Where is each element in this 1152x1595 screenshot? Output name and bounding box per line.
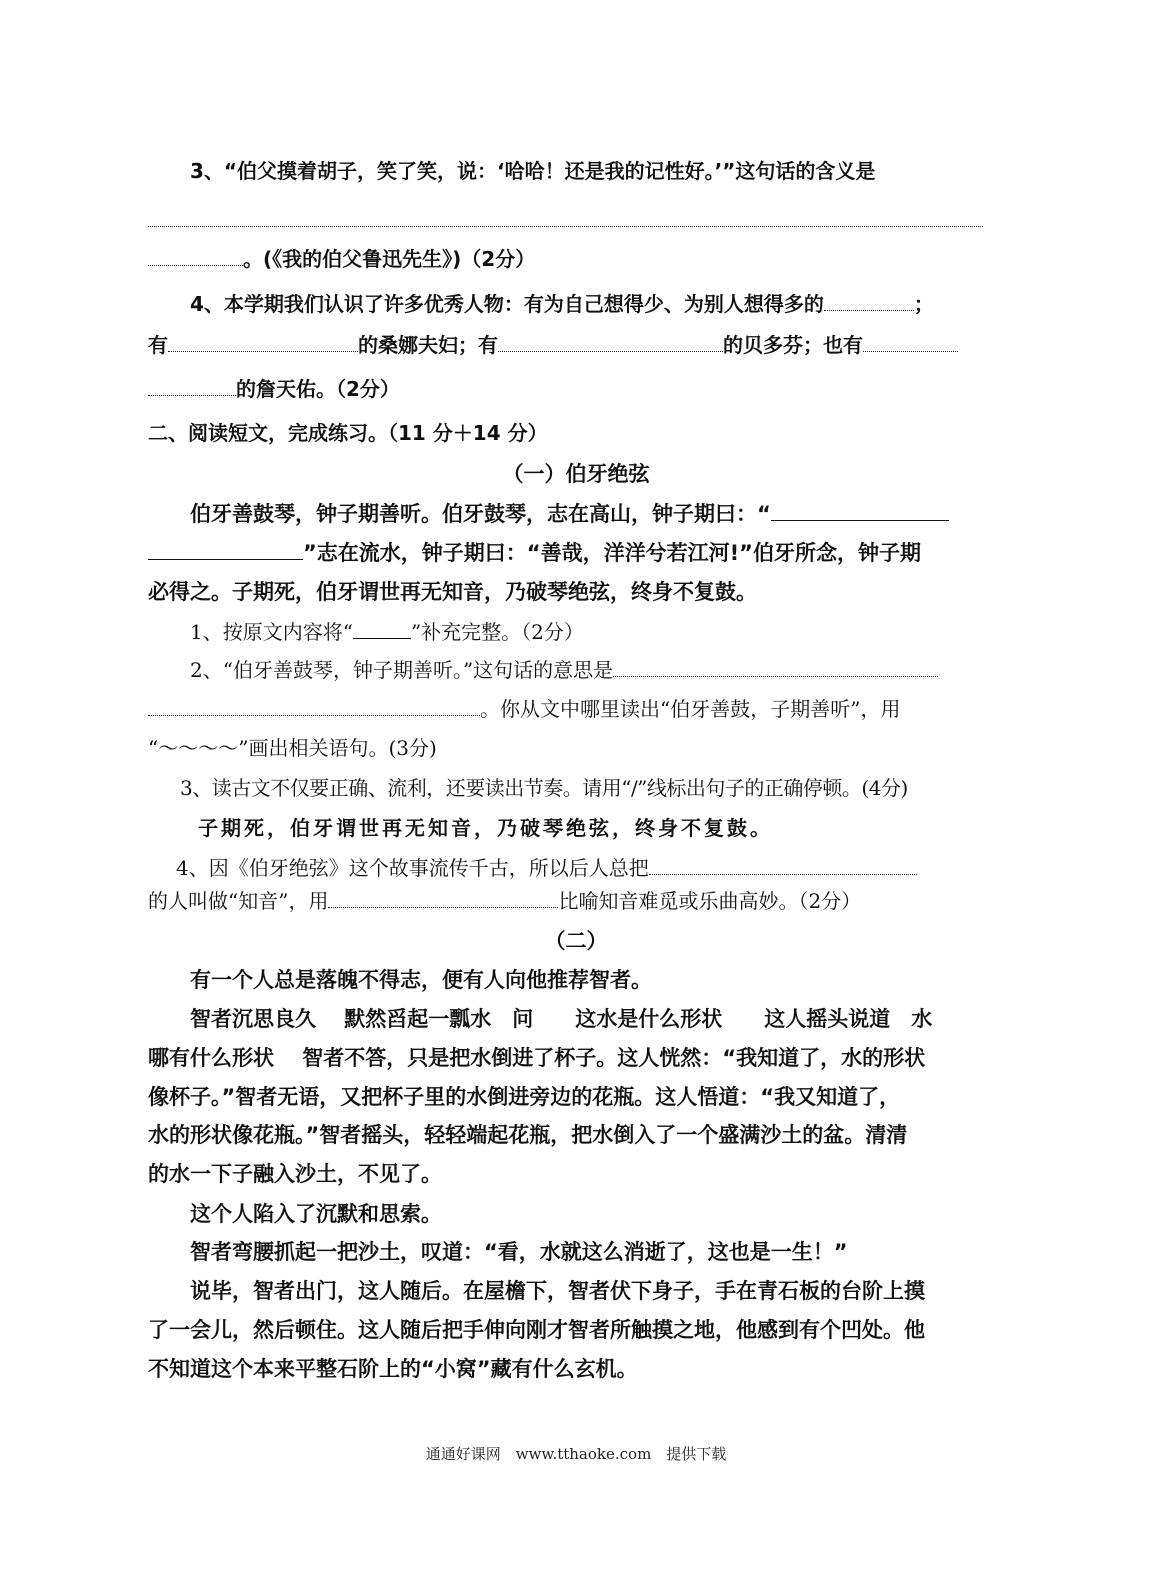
q3-text: 3、“伯父摸着胡子，笑了笑，说：‘哈哈！还是我的记性好。’”这句话的含义是 bbox=[190, 159, 876, 183]
p1-question-4-line1: 4、因《伯牙绝弦》这个故事流传千古，所以后人总把 bbox=[176, 853, 917, 883]
answer-blank[interactable] bbox=[498, 331, 723, 352]
p1-question-2-line2: 。你从文中哪里读出“伯牙善鼓，子期善听”，用 bbox=[148, 694, 900, 724]
answer-blank[interactable] bbox=[168, 331, 358, 352]
p1-question-4-line2: 的人叫做“知音”，用 比喻知音难觅或乐曲高妙。（2分） bbox=[148, 889, 862, 913]
passage-1-title: （一）伯牙绝弦 bbox=[502, 462, 650, 486]
answer-blank[interactable] bbox=[148, 375, 236, 396]
page-footer: 通通好课网 www.tthaoke.com 提供下载 bbox=[425, 1445, 727, 1463]
passage-2-title: （二） bbox=[544, 929, 608, 953]
p1-question-1: 1、按原文内容将“ ”补充完整。（2分） bbox=[190, 620, 584, 644]
answer-blank[interactable] bbox=[824, 290, 914, 311]
passage-1-line1: 伯牙善鼓琴，钟子期善听。伯牙鼓琴，志在高山，钟子期曰：“ bbox=[190, 499, 949, 529]
answer-blank[interactable] bbox=[863, 331, 958, 352]
q4-text: 4、本学期我们认识了许多优秀人物：有为自己想得少、为别人想得多的 bbox=[190, 292, 824, 316]
answer-blank[interactable] bbox=[148, 695, 480, 716]
passage-2-line: 智者弯腰抓起一把沙土，叹道：“看，水就这么消逝了，这也是一生！” bbox=[190, 1240, 848, 1264]
passage-2-line: 有一个人总是落魄不得志，便有人向他推荐智者。 bbox=[190, 968, 652, 992]
p1-question-3-line2: 子期死，伯牙谓世再无知音，乃破琴绝弦，终身不复鼓。 bbox=[198, 816, 773, 840]
passage-2-line: 这个人陷入了沉默和思索。 bbox=[190, 1202, 442, 1226]
answer-blank[interactable] bbox=[328, 887, 558, 908]
passage-2-line: 像杯子。”智者无语，又把杯子里的水倒进旁边的花瓶。这人悟道：“我又知道了， bbox=[148, 1085, 901, 1109]
passage-1-line3: 必得之。子期死，伯牙谓世再无知音，乃破琴绝弦，终身不复鼓。 bbox=[148, 580, 757, 604]
question-3-line1 bbox=[190, 156, 875, 186]
passage-2-line: 了一会儿，然后顿住。这人随后把手伸向刚才智者所触摸之地，他感到有个凹处。他 bbox=[148, 1318, 925, 1342]
passage-1-line2: ”志在流水，钟子期曰：“善哉，洋洋兮若江河!”伯牙所念，钟子期 bbox=[148, 538, 921, 568]
passage-2-line: 说毕，智者出门，这人随后。在屋檐下，智者伏下身子，手在青石板的台阶上摸 bbox=[190, 1279, 925, 1303]
answer-blank[interactable] bbox=[148, 539, 303, 560]
passage-2-line: 智者沉思良久 默然舀起一瓢水 问 这水是什么形状 这人摇头说道 水 bbox=[190, 1007, 933, 1031]
answer-blank[interactable] bbox=[353, 618, 411, 639]
answer-blank[interactable] bbox=[649, 854, 917, 875]
answer-line[interactable] bbox=[148, 226, 983, 227]
question-4-line3: 的詹天佑。（2分） bbox=[148, 374, 400, 404]
q3-tail: 。(《我的伯父鲁迅先生》)（2分） bbox=[243, 247, 536, 271]
question-4-line1: 4、本学期我们认识了许多优秀人物：有为自己想得少、为别人想得多的 ； bbox=[190, 292, 934, 316]
passage-2-line: 水的形状像花瓶。”智者摇头，轻轻端起花瓶，把水倒入了一个盛满沙土的盆。清清 bbox=[148, 1123, 908, 1147]
section-heading: 二、阅读短文，完成练习。（11 分＋14 分） bbox=[148, 421, 548, 445]
passage-2-line: 的水一下子融入沙土，不见了。 bbox=[148, 1162, 442, 1186]
answer-blank[interactable] bbox=[771, 500, 949, 521]
question-3-line2 bbox=[148, 244, 535, 274]
passage-2-line: 不知道这个本来平整石阶上的“小窝”藏有什么玄机。 bbox=[148, 1357, 638, 1381]
passage-2-line: 哪有什么形状 智者不答，只是把水倒进了杯子。这人恍然：“我知道了，水的形状 bbox=[148, 1046, 926, 1070]
p1-question-3-line1: 3、读古文不仅要正确、流利，还要读出节奏。请用“/”线标出句子的正确停顿。(4分) bbox=[180, 776, 908, 800]
answer-blank[interactable] bbox=[148, 245, 243, 266]
question-4-line2: 有 的桑娜夫妇；有 的贝多芬；也有 bbox=[148, 330, 958, 360]
p1-question-2-line1: 2、“伯牙善鼓琴，钟子期善听。”这句话的意思是 bbox=[190, 655, 938, 685]
p1-question-2-line3: “～～～～”画出相关语句。(3分) bbox=[148, 736, 437, 760]
answer-blank[interactable] bbox=[613, 656, 938, 677]
